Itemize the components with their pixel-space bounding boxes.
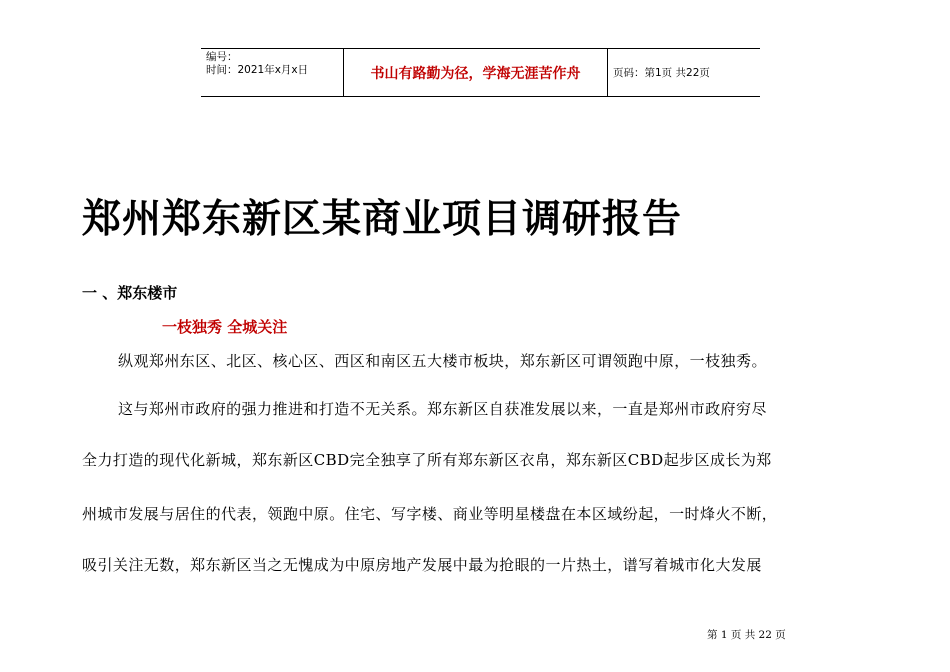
body-paragraph-line: 吸引关注无数，郑东新区当之无愧成为中原房地产发展中最为抢眼的一片热土，谱写着城市化大发展 [82, 556, 762, 574]
page-footer: 第 1 页 共 22 页 [707, 629, 786, 641]
body-paragraph-line: 纵观郑州东区、北区、核心区、西区和南区五大楼市板块，郑东新区可谓领跑中原，一枝独秀。 [118, 352, 767, 370]
subheading: 一枝独秀 全城关注 [162, 318, 288, 336]
section-heading: 一 、郑东楼市 [82, 284, 178, 302]
header-page-info: 页码：第1页 共22页 [613, 67, 710, 79]
header-meta-cell [201, 49, 344, 96]
header-time-label: 时间：2021年x月x日 [206, 64, 309, 76]
header-motto: 书山有路勤为径，学海无涯苦作舟 [344, 49, 608, 96]
page-header-table [201, 48, 760, 97]
body-paragraph-line: 全力打造的现代化新城，郑东新区CBD完全独享了所有郑东新区衣帛，郑东新区CBD起步区成长为郑 [82, 451, 772, 469]
header-number-label: 编号： [206, 51, 238, 63]
document-title: 郑州郑东新区某商业项目调研报告 [82, 197, 683, 242]
body-paragraph-line: 州城市发展与居住的代表，领跑中原。住宅、写字楼、商业等明星楼盘在本区域纷起，一时烽火不断， [82, 505, 778, 523]
body-paragraph-line: 这与郑州市政府的强力推进和打造不无关系。郑东新区自获准发展以来，一直是郑州市政府穷尽 [118, 400, 767, 418]
